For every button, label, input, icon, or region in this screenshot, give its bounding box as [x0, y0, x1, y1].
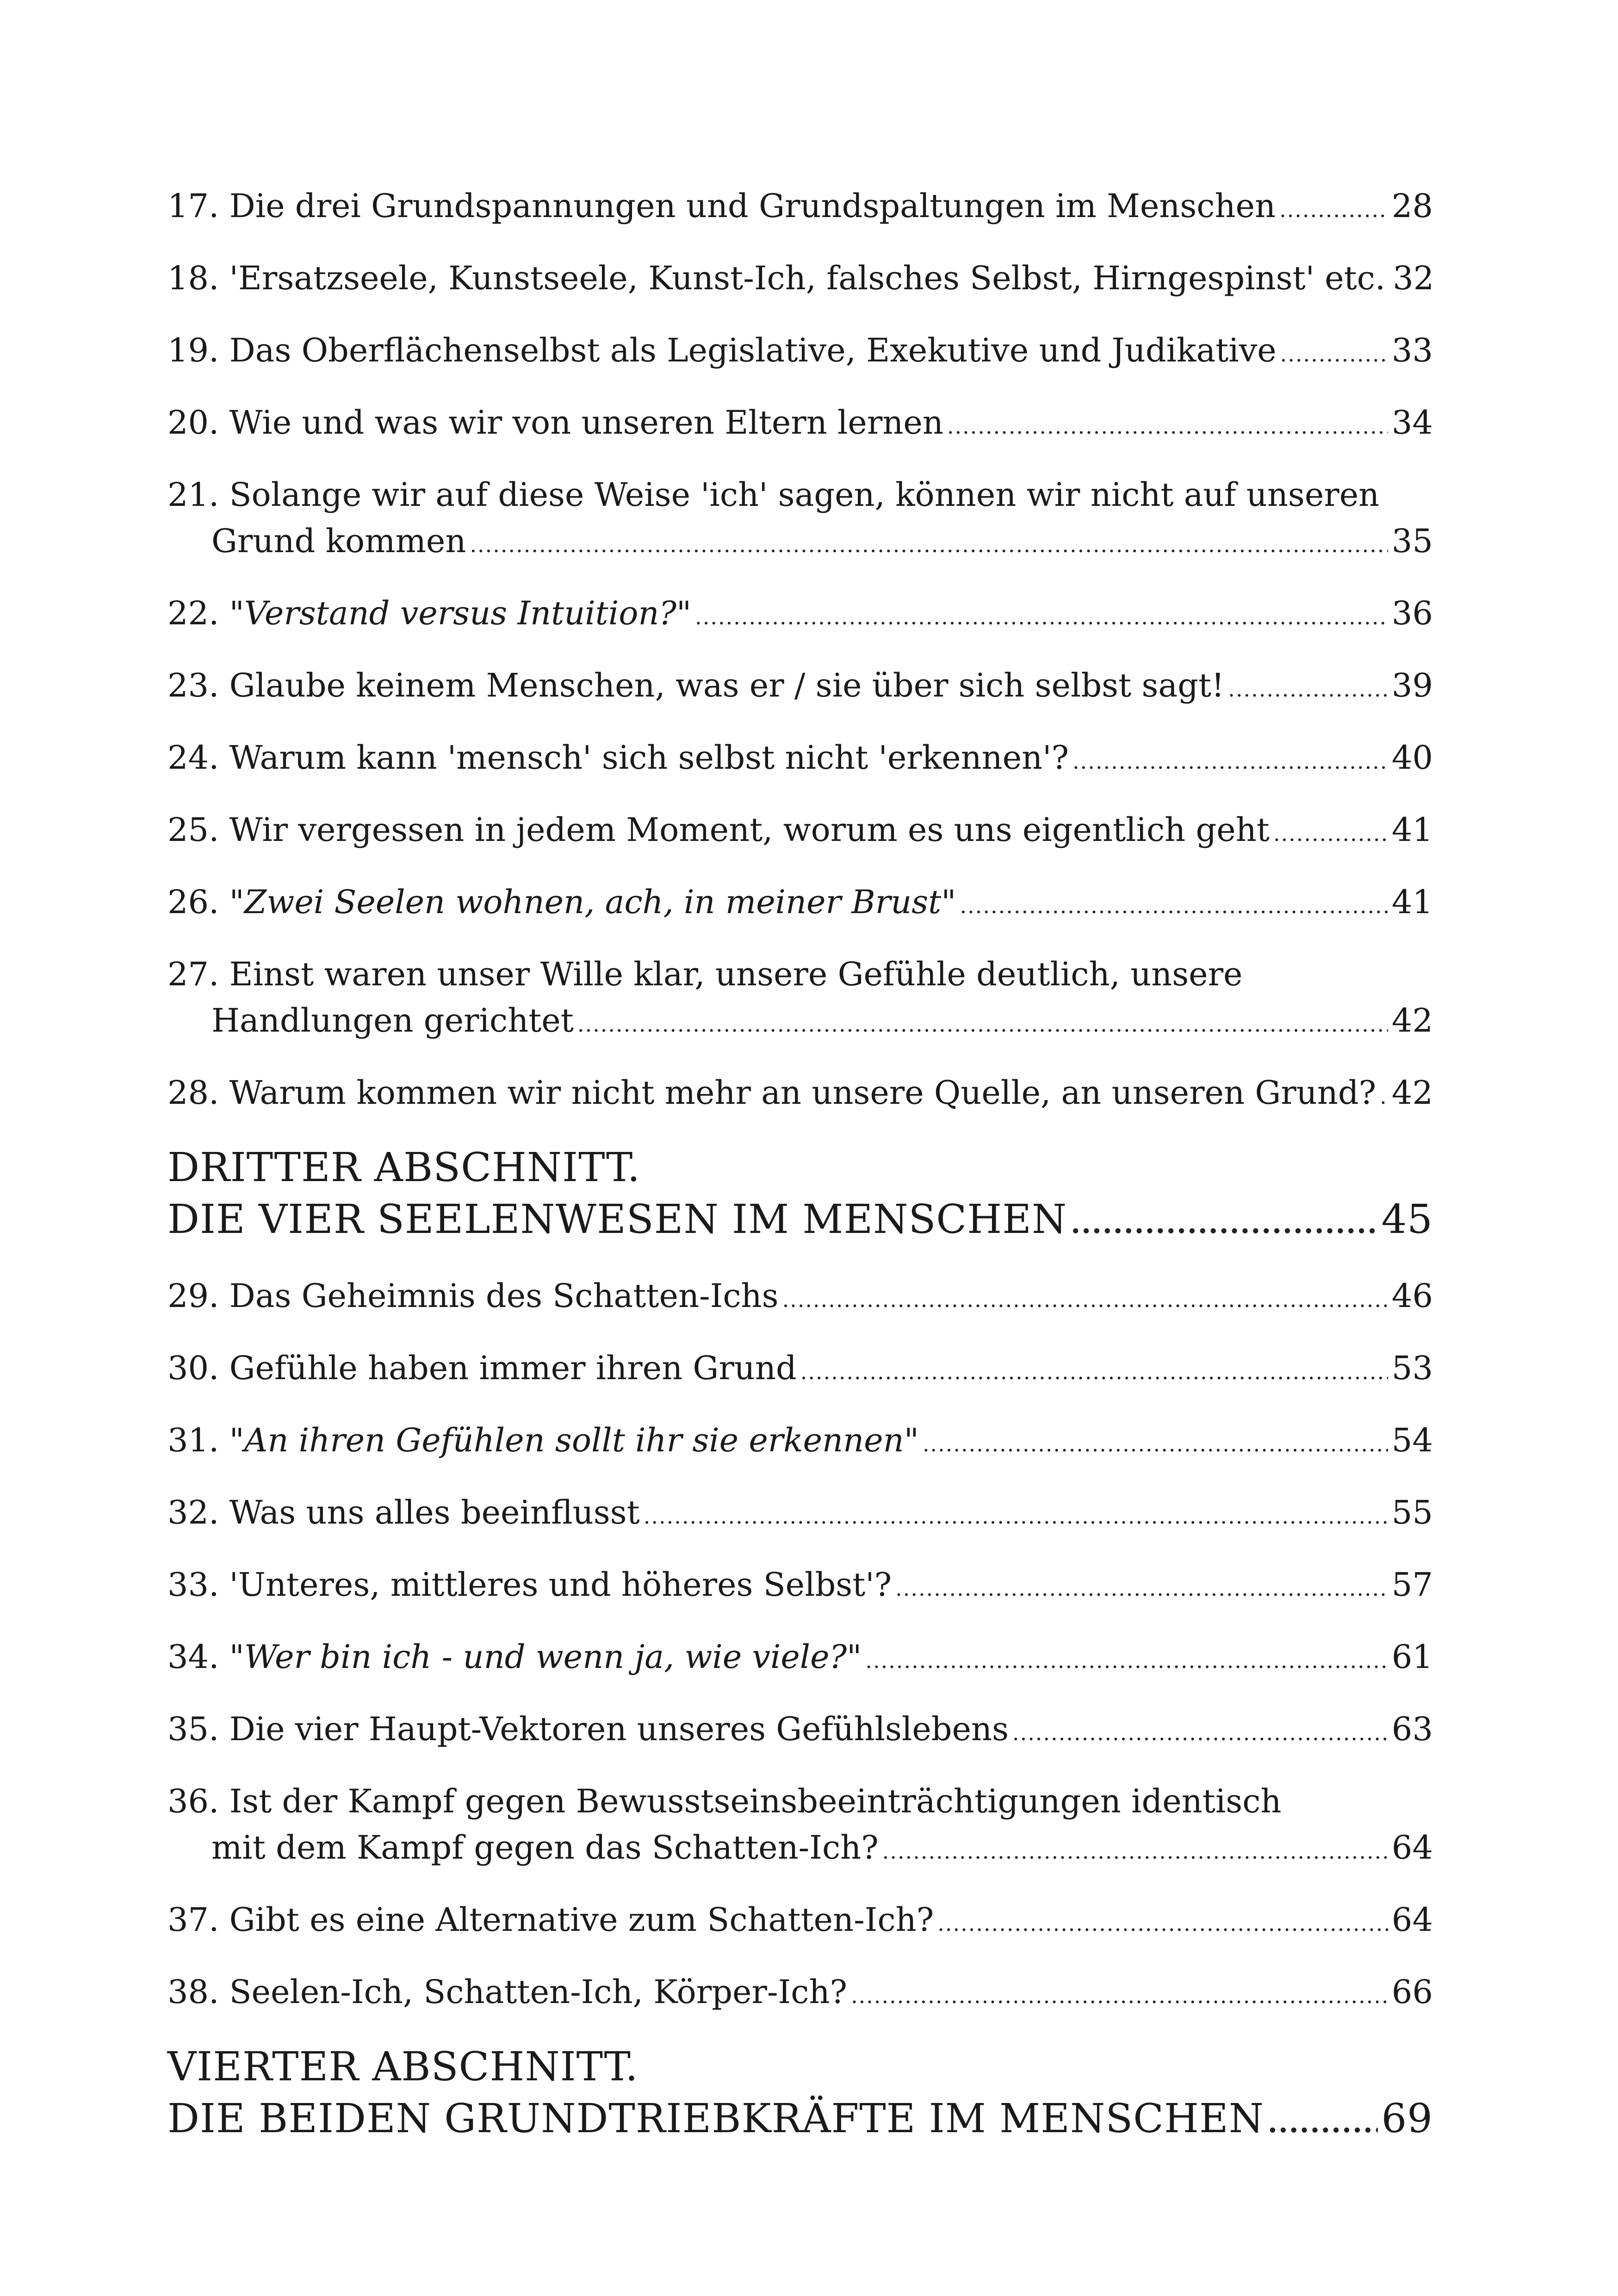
dot-leader [800, 1349, 1388, 1395]
entry-title: Was uns alles beeinflusst [229, 1493, 640, 1531]
toc-entry-32[interactable] [167, 1489, 1433, 1539]
dot-leader [1273, 810, 1388, 857]
dot-leader [895, 1565, 1388, 1612]
toc-entry-20[interactable] [167, 399, 1433, 449]
entry-page-number: 53 [1391, 1349, 1433, 1387]
dot-leader [644, 1493, 1388, 1539]
section-heading-3[interactable] [167, 1142, 1433, 1250]
entry-title: 'Ersatzseele, Kunstseele, Kunst-Ich, falsches Selbst, Hirngespinst' etc. [229, 259, 1386, 297]
dot-leader [1280, 331, 1388, 377]
dot-leader [937, 1900, 1388, 1947]
entry-number: 19. [167, 331, 219, 369]
section-page-number: 69 [1381, 2096, 1433, 2142]
entry-number: 31. [167, 1421, 219, 1459]
dot-leader [947, 403, 1388, 449]
toc-entry-21[interactable] [167, 472, 1433, 568]
entry-page-number: 42 [1391, 1002, 1433, 1039]
entry-page-number: 46 [1391, 1277, 1433, 1315]
entry-number: 33. [167, 1566, 219, 1604]
entry-page-number: 39 [1391, 666, 1433, 704]
entry-page-number: 28 [1391, 187, 1433, 225]
entry-title-line2: mit dem Kampf gegen das Schatten-Ich? [211, 1829, 879, 1867]
entry-title-line1: Einst waren unser Wille klar, unsere Gefühle deutlich, unsere [229, 955, 1243, 993]
dot-leader [470, 522, 1388, 568]
entry-page-number: 54 [1391, 1421, 1433, 1459]
toc-entry-34[interactable] [167, 1634, 1433, 1684]
entry-page-number: 36 [1391, 594, 1433, 632]
dot-leader [1380, 1073, 1388, 1120]
entry-number: 20. [167, 404, 219, 442]
section-title: DIE VIER SEELENWESEN IM MENSCHEN [167, 1196, 1067, 1243]
entry-title: Wie und was wir von unseren Eltern lernen [229, 404, 943, 442]
entry-title: Glaube keinem Menschen, was er / sie über sich selbst sagt! [229, 666, 1225, 704]
dot-leader [782, 1276, 1388, 1323]
dot-leader [1071, 1198, 1377, 1250]
entry-number: 22. [167, 594, 219, 632]
entry-number: 28. [167, 1074, 219, 1112]
toc-entry-22[interactable] [167, 590, 1433, 640]
toc-entry-24[interactable] [167, 734, 1433, 784]
toc-entry-31[interactable] [167, 1417, 1433, 1467]
entry-number: 32. [167, 1493, 219, 1531]
entry-title: Wir vergessen in jedem Moment, worum es uns eigentlich geht [229, 811, 1270, 849]
section-label: DRITTER ABSCHNITT. [167, 1145, 641, 1191]
entry-page-number: 42 [1391, 1074, 1433, 1112]
entry-page-number: 55 [1391, 1493, 1433, 1531]
section-heading-4[interactable] [167, 2041, 1433, 2149]
entry-number: 23. [167, 666, 219, 704]
entry-title: Das Geheimnis des Schatten-Ichs [229, 1277, 779, 1315]
entry-number: 35. [167, 1710, 219, 1748]
dot-leader [851, 1972, 1388, 2019]
dot-leader [1228, 666, 1388, 712]
dot-leader [695, 594, 1388, 640]
entry-number: 24. [167, 739, 219, 777]
entry-title: Seelen-Ich, Schatten-Ich, Körper-Ich? [229, 1973, 848, 2011]
entry-title: Die drei Grundspannungen und Grundspaltungen im Menschen [229, 187, 1276, 225]
dot-leader [923, 1421, 1388, 1467]
entry-page-number: 41 [1391, 883, 1433, 921]
entry-number: 18. [167, 259, 219, 297]
dot-leader [960, 883, 1388, 929]
entry-title-line2: Grund kommen [211, 522, 466, 560]
toc-entry-19[interactable] [167, 327, 1433, 377]
entry-page-number: 66 [1391, 1973, 1433, 2011]
toc-entry-37[interactable] [167, 1897, 1433, 1947]
toc-entry-26[interactable] [167, 879, 1433, 929]
entry-title: "Wer bin ich - und wenn ja, wie viele?" [229, 1638, 862, 1676]
entry-page-number: 57 [1391, 1566, 1433, 1604]
entry-title: Gibt es eine Alternative zum Schatten-Ich? [229, 1901, 934, 1939]
dot-leader [882, 1828, 1388, 1874]
entry-number: 34. [167, 1638, 219, 1676]
toc-entry-17[interactable] [167, 183, 1433, 233]
dot-leader [1012, 1710, 1388, 1756]
entry-number: 36. [167, 1782, 219, 1820]
dot-leader [1279, 187, 1388, 233]
toc-entry-38[interactable] [167, 1969, 1433, 2019]
toc-entry-30[interactable] [167, 1345, 1433, 1395]
entry-title: Warum kommen wir nicht mehr an unsere Quelle, an unseren Grund? [229, 1074, 1376, 1112]
entry-page-number: 33 [1391, 331, 1433, 369]
toc-entry-29[interactable] [167, 1273, 1433, 1323]
entry-title-line2: Handlungen gerichtet [211, 1002, 574, 1039]
dot-leader [865, 1637, 1388, 1684]
section-title: DIE BEIDEN GRUNDTRIEBKRÄFTE IM MENSCHEN [167, 2096, 1264, 2142]
entry-number: 37. [167, 1901, 219, 1939]
entry-page-number: 41 [1391, 811, 1433, 849]
entry-number: 27. [167, 955, 219, 993]
toc-entry-36[interactable] [167, 1778, 1433, 1874]
entry-number: 17. [167, 187, 219, 225]
entry-number: 25. [167, 811, 219, 849]
toc-entry-25[interactable] [167, 807, 1433, 857]
entry-page-number: 64 [1391, 1901, 1433, 1939]
dot-leader [1268, 2097, 1378, 2149]
entry-title: Warum kann 'mensch' sich selbst nicht 'erkennen'? [229, 739, 1069, 777]
entry-title: "Verstand versus Intuition?" [229, 594, 692, 632]
dot-leader [577, 1001, 1388, 1047]
section-page-number: 45 [1381, 1196, 1433, 1243]
entry-page-number: 61 [1391, 1638, 1433, 1676]
dot-leader [1072, 738, 1388, 784]
entry-title: "Zwei Seelen wohnen, ach, in meiner Brust" [229, 883, 956, 921]
entry-page-number: 35 [1391, 522, 1433, 560]
entry-title-line1: Ist der Kampf gegen Bewusstseinsbeeinträchtigungen identisch [229, 1782, 1282, 1820]
entry-page-number: 63 [1391, 1710, 1433, 1748]
entry-number: 21. [167, 476, 219, 514]
entry-page-number: 40 [1391, 739, 1433, 777]
entry-page-number: 64 [1391, 1829, 1433, 1867]
entry-page-number: 34 [1391, 404, 1433, 442]
section-label: VIERTER ABSCHNITT. [167, 2044, 639, 2090]
toc-entry-28[interactable] [167, 1070, 1433, 1120]
entry-number: 38. [167, 1973, 219, 2011]
entry-title: Die vier Haupt-Vektoren unseres Gefühlslebens [229, 1710, 1009, 1748]
entry-title: Gefühle haben immer ihren Grund [229, 1349, 797, 1387]
table-of-contents [167, 183, 1433, 2172]
toc-entry-23[interactable] [167, 662, 1433, 712]
toc-entry-18[interactable] [167, 255, 1433, 305]
entry-title: 'Unteres, mittleres und höheres Selbst'? [229, 1566, 892, 1604]
entry-number: 29. [167, 1277, 219, 1315]
entry-title-line1: Solange wir auf diese Weise 'ich' sagen, können wir nicht auf unseren [229, 476, 1380, 514]
entry-page-number: 32 [1393, 259, 1434, 297]
entry-number: 30. [167, 1349, 219, 1387]
entry-number: 26. [167, 883, 219, 921]
entry-title: "An ihren Gefühlen sollt ihr sie erkennen" [229, 1421, 919, 1459]
toc-entry-35[interactable] [167, 1706, 1433, 1756]
toc-entry-27[interactable] [167, 951, 1433, 1047]
entry-title: Das Oberflächenselbst als Legislative, Exekutive und Judikative [229, 331, 1277, 369]
toc-entry-33[interactable] [167, 1562, 1433, 1612]
